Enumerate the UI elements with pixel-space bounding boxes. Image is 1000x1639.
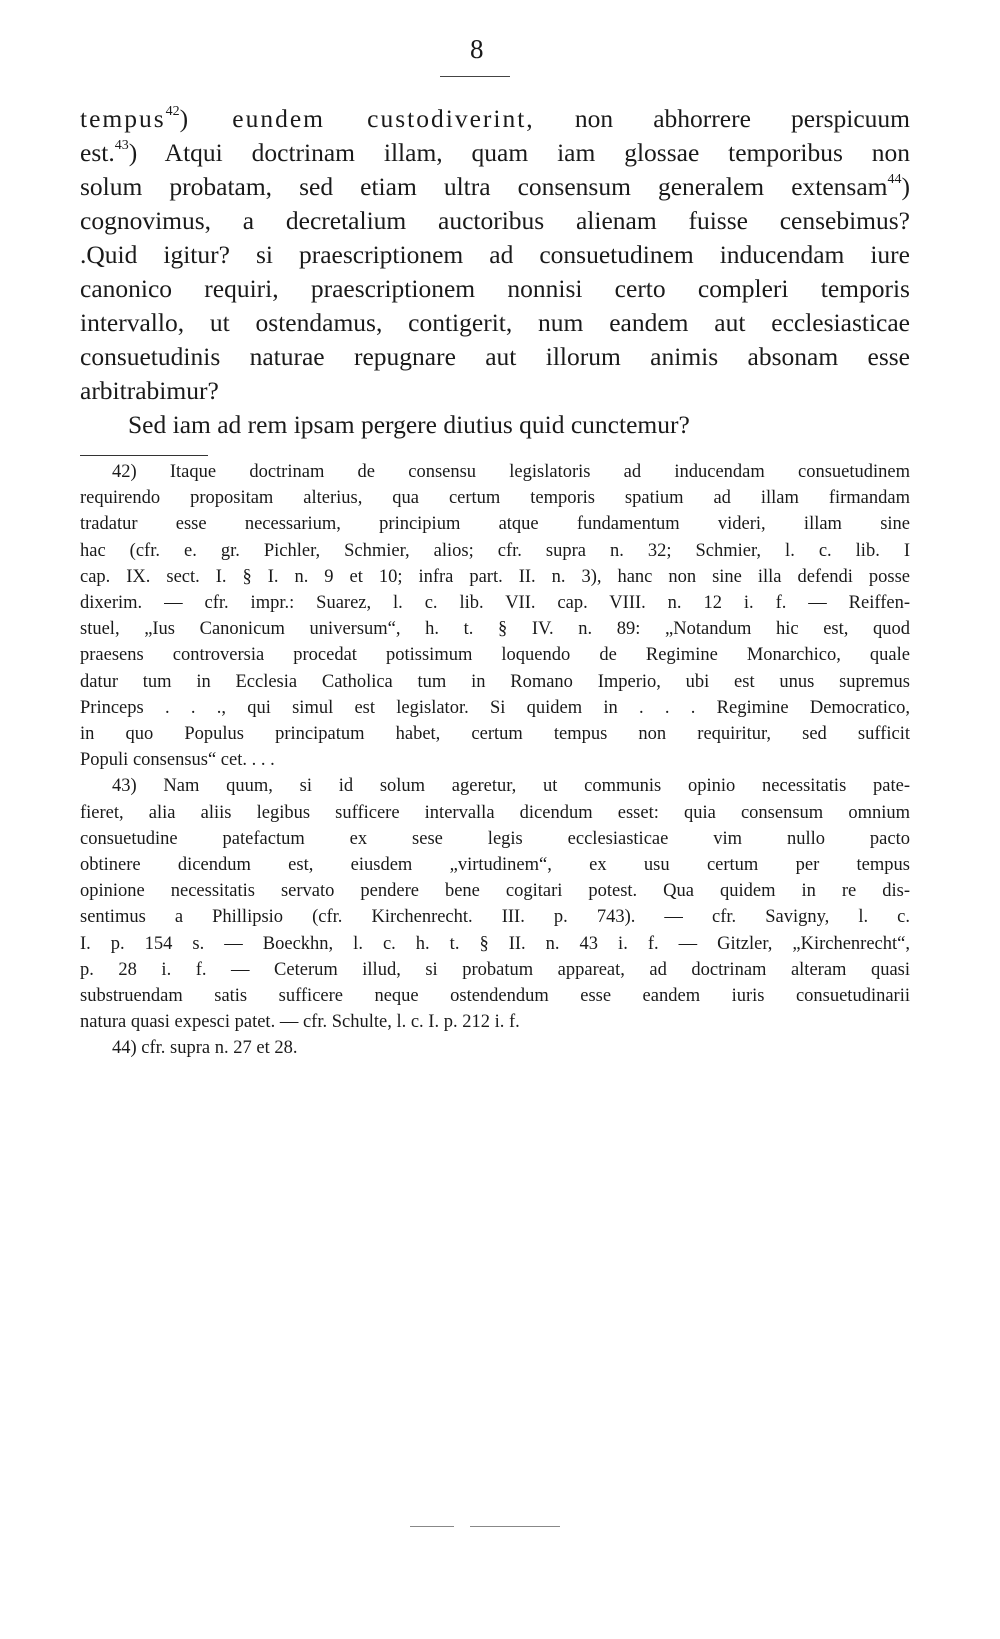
footnote-42-line: tradatur esse necessarium, principium atque fundamentum videri, illam sine [80,514,910,534]
end-rule-right [470,1526,560,1527]
footnote-42-line: Populi consensus“ cet. . . . [80,750,275,770]
body-line-7: intervallo, ut ostendamus, contigerit, num eandem aut ecclesiasticae [80,308,910,337]
body-line-5: .Quid igitur? si praescriptionem ad consuetudinem inducendam iure [80,240,910,269]
footnote-43-line: sentimus a Phillipsio (cfr. Kirchenrecht. III. p. 743). — cfr. Savigny, l. c. [80,907,910,927]
footnote-42-line: stuel, „Ius Canonicum universum“, h. t. § IV. n. 89: „Notandum hic est, quod [80,619,910,639]
footnote-43-line: p. 28 i. f. — Ceterum illud, si probatum appareat, ad doctrinam alteram quasi [80,960,910,980]
footnote-42-line: requirendo propositam alterius, qua certum temporis spatium ad illam firmandam [80,488,910,508]
footnote-43-line: opinione necessitatis servato pendere bene cogitari potest. Qua quidem in re dis- [80,881,910,901]
footnote-43-line: obtinere dicendum est, eiusdem „virtudinem“, ex usu certum per tempus [80,855,910,875]
footnote-43-line: substruendam satis sufficere neque ostendendum esse eandem iuris consuetudinarii [80,986,910,1006]
body-line-2-b: ) Atqui doctrinam illam, quam iam glossae temporibus non [128,138,910,167]
footnote-44-line: 44) cfr. supra n. 27 et 28. [112,1038,298,1058]
footnote-42-line: Princeps . . ., qui simul est legislator. Si quidem in . . . Regimine Democratico, [80,698,910,718]
end-rule-left [410,1526,454,1527]
body-line-1-word-b: ) eundem custodiverint, [179,104,535,133]
body-line-8: consuetudinis naturae repugnare aut illorum animis absonam esse [80,342,910,371]
body-line-1-word-a: tempus [80,104,166,133]
body-line-3-b: ) [901,172,910,201]
body-line-9: arbitrabimur? [80,376,219,405]
footnote-ref-42: 42 [165,104,180,119]
footnote-separator [80,455,208,456]
footnote-42-line: cap. IX. sect. I. § I. n. 9 et 10; infra part. II. n. 3), hanc non sine illa defendi posse [80,567,910,587]
footnote-42-line: praesens controversia procedat potissimum loquendo de Regimine Monarchico, quale [80,645,910,665]
footnote-42-line: hac (cfr. e. gr. Pichler, Schmier, alios; cfr. supra n. 32; Schmier, l. c. lib. I [80,541,910,561]
footnote-42-line: 42) Itaque doctrinam de consensu legislatoris ad inducendam consuetudinem [112,462,910,482]
body-line-1-rest: non abhorrere perspicuum [534,104,911,133]
footnote-43-line: consuetudine patefactum ex sese legis ecclesiasticae vim nullo pacto [80,829,910,849]
footnote-43-line: 43) Nam quum, si id solum ageretur, ut communis opinio necessitatis pate- [112,776,910,796]
body-line-2 [80,136,910,170]
page-number-rule [440,76,510,77]
body-line-4: cognovimus, a decretalium auctoribus alienam fuisse censebimus? [80,206,910,235]
footnote-43-line: I. p. 154 s. — Boeckhn, l. c. h. t. § II. n. 43 i. f. — Gitzler, „Kirchenrecht“, [80,934,910,954]
footnote-ref-44: 44 [887,172,902,187]
footnote-42-line: datur tum in Ecclesia Catholica tum in Romano Imperio, ubi est unus supremus [80,672,910,692]
page-number: 8 [470,34,484,64]
footnote-43-line: fieret, alia aliis legibus sufficere intervalla dicendum esset: quia consensum omnium [80,803,910,823]
body-line-6: canonico requiri, praescriptionem nonnisi certo compleri temporis [80,274,910,303]
footnote-42-line: dixerim. — cfr. impr.: Suarez, l. c. lib. VII. cap. VIII. n. 12 i. f. — Reiffen- [80,593,910,613]
body-line-3-a: solum probatam, sed etiam ultra consensum generalem extensam [80,172,888,201]
footnote-42-line: in quo Populus principatum habet, certum tempus non requiritur, sed sufficit [80,724,910,744]
body-line-10: Sed iam ad rem ipsam pergere diutius quid cunctemur? [128,410,690,439]
body-line-1 [80,102,910,136]
footnote-ref-43: 43 [114,138,129,153]
body-line-3 [80,170,910,204]
body-line-2-a: est. [80,138,115,167]
footnote-43-line: natura quasi expesci patet. — cfr. Schulte, l. c. I. p. 212 i. f. [80,1012,520,1032]
